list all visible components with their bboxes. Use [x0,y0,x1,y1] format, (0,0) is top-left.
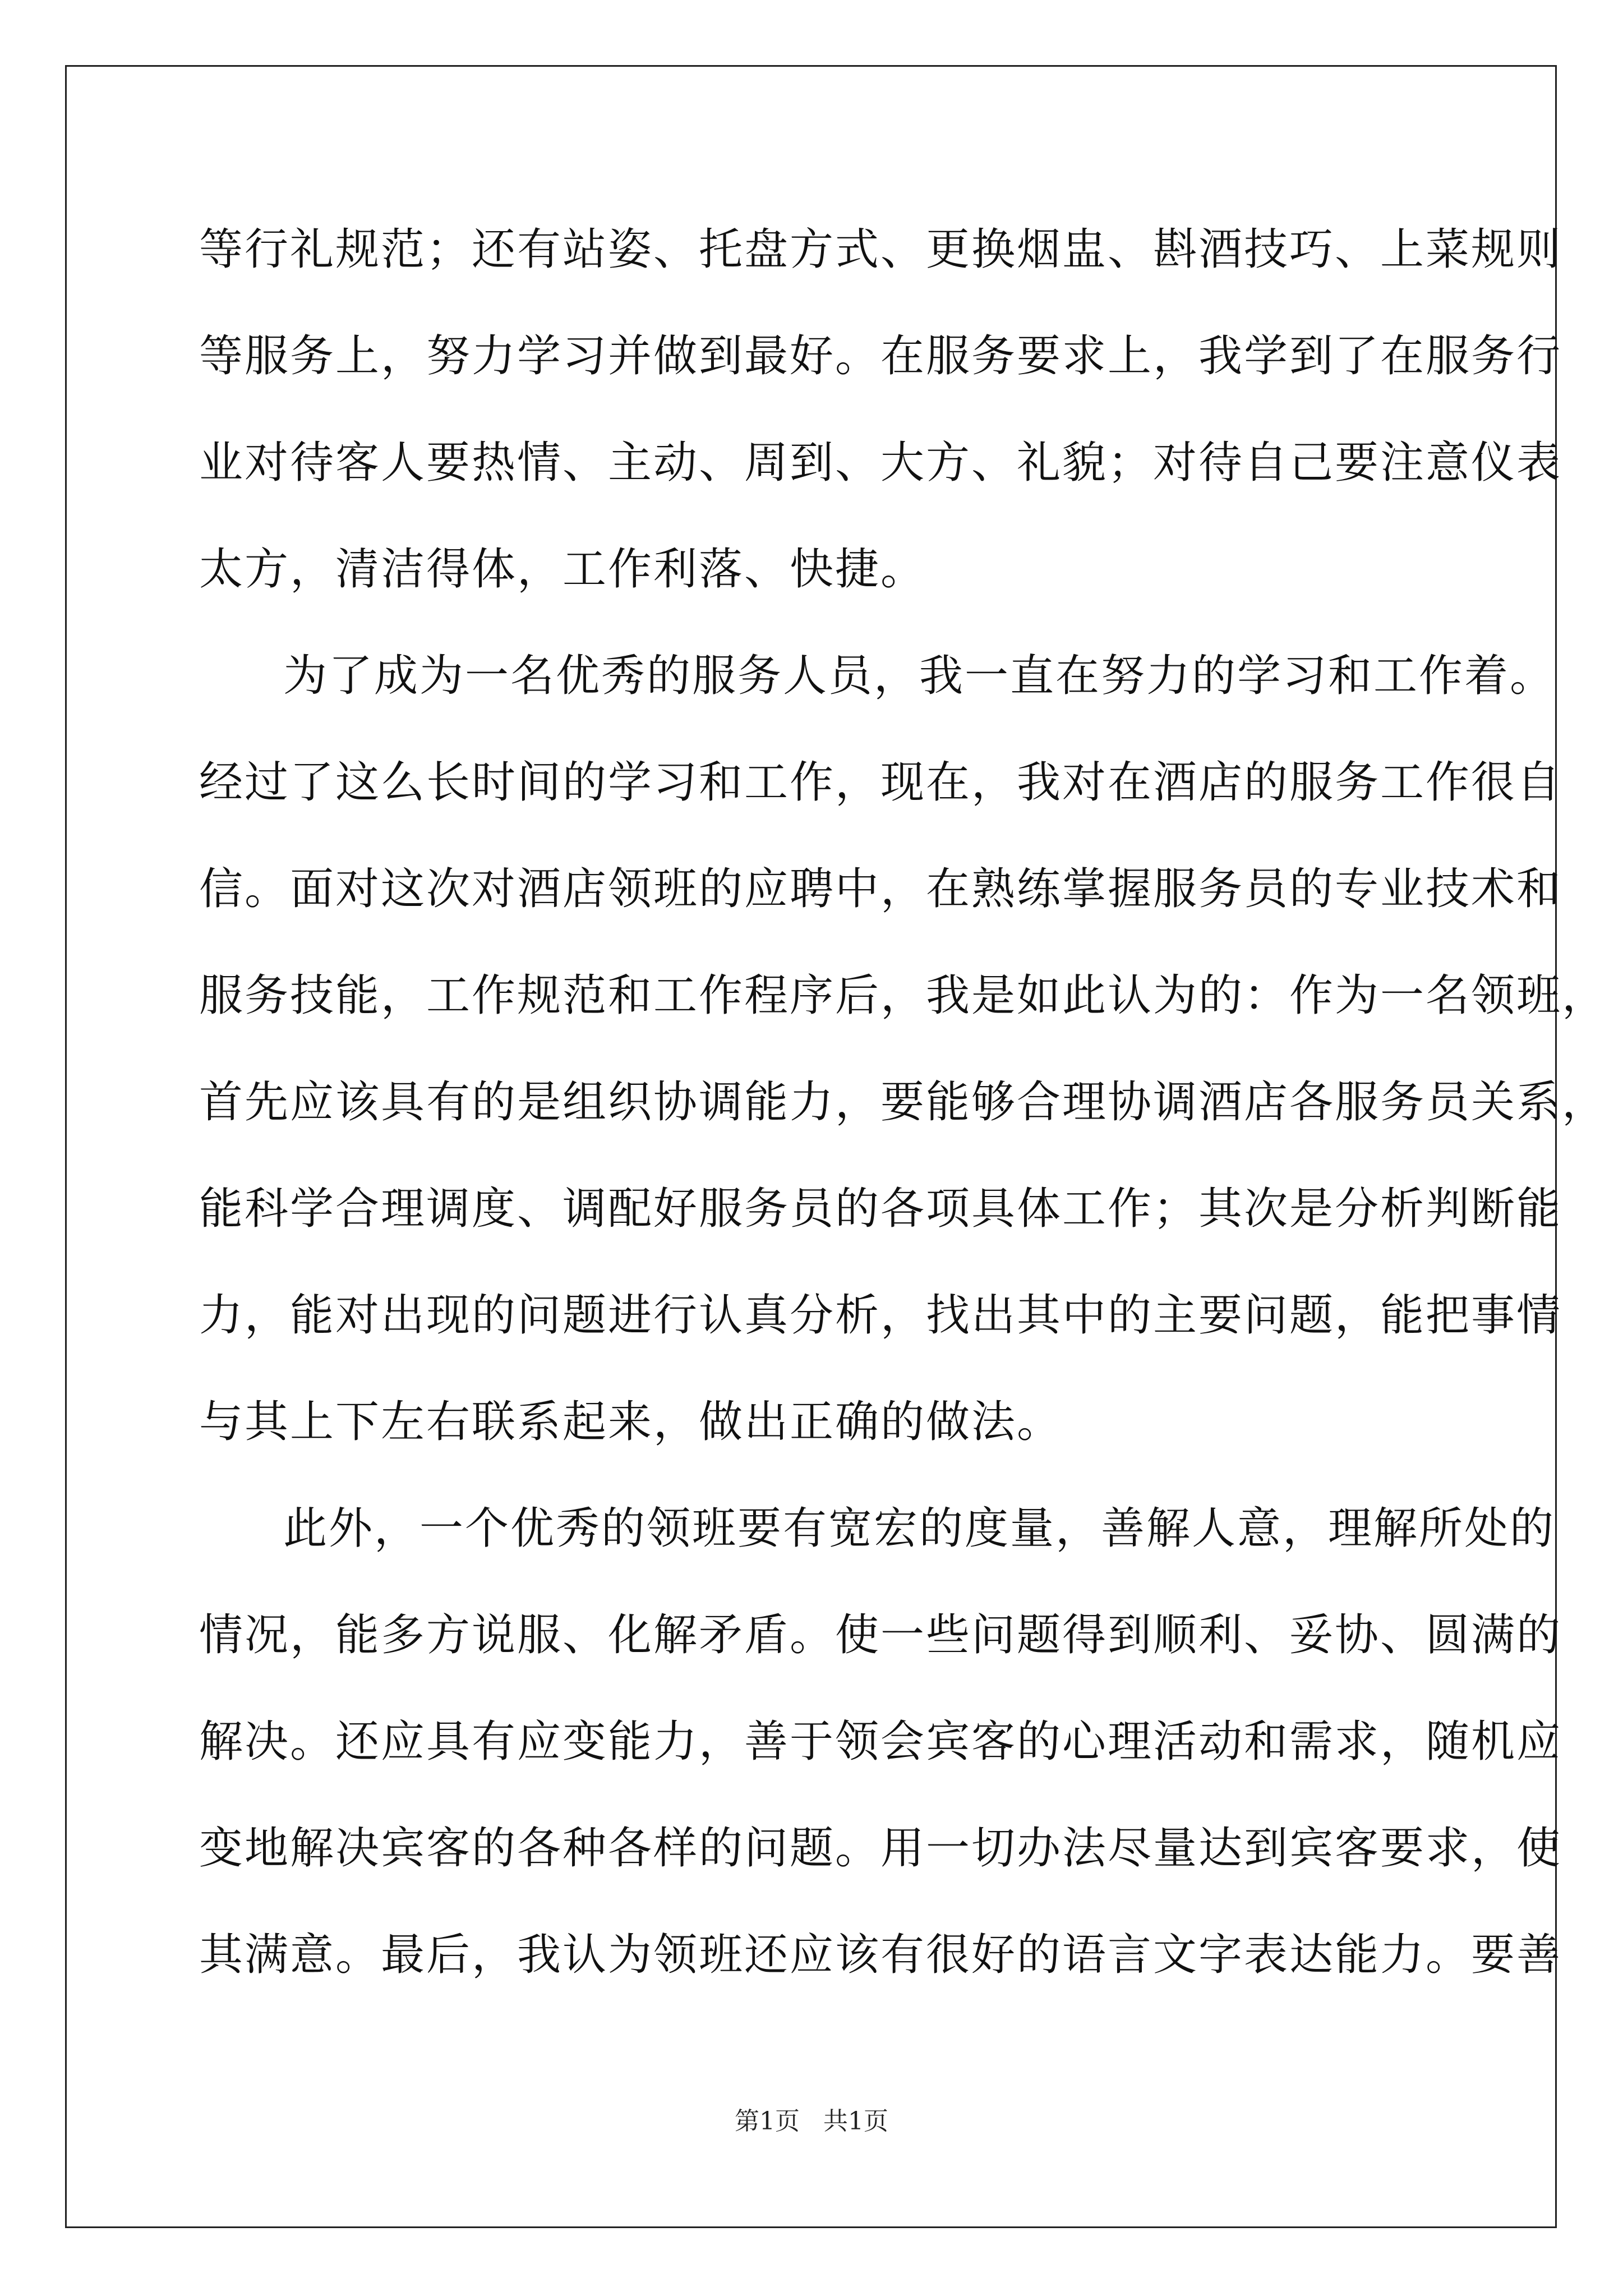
text-line: 等服务上，努力学习并做到最好。在服务要求上，我学到了在服务行 [199,331,1562,381]
text-line: 能科学合理调度、调配好服务员的各项具体工作；其次是分析判断能 [199,1184,1562,1234]
document-body [199,219,1608,2031]
text-line: 变地解决宾客的各种各样的问题。用一切办法尽量达到宾客要求，使 [199,1823,1562,1874]
text-line: 首先应该具有的是组织协调能力，要能够合理协调酒店各服务员关系， [199,1077,1608,1128]
paragraph-first-line: 为了成为一名优秀的服务人员，我一直在努力的学习和工作着。 [283,651,1556,701]
text-line: 与其上下左右联系起来，做出正确的做法。 [199,1397,1063,1447]
text-line: 经过了这么长时间的学习和工作，现在，我对在酒店的服务工作很自 [199,757,1562,808]
paragraph-first-line: 此外，一个优秀的领班要有宽宏的度量，善解人意，理解所处的 [283,1503,1556,1554]
text-line: 情况，能多方说服、化解矛盾。使一些问题得到顺利、妥协、圆满的 [199,1610,1562,1660]
text-line: 力，能对出现的问题进行认真分析，找出其中的主要问题，能把事情 [199,1290,1562,1341]
page-footer: 第1页 共1页 [735,2107,888,2136]
text-line: 信。面对这次对酒店领班的应聘中，在熟练掌握服务员的专业技术和 [199,864,1562,914]
text-line: 服务技能，工作规范和工作程序后，我是如此认为的：作为一名领班， [199,970,1608,1021]
text-line: 等行礼规范；还有站姿、托盘方式、更换烟盅、斟酒技巧、上菜规则 [199,224,1562,275]
text-line: 解决。还应具有应变能力，善于领会宾客的心理活动和需求，随机应 [199,1717,1562,1767]
text-line: 太方，清洁得体，工作利落、快捷。 [199,544,926,595]
text-line: 其满意。最后，我认为领班还应该有很好的语言文字表达能力。要善 [199,1930,1562,1980]
text-line: 业对待客人要热情、主动、周到、大方、礼貌；对待自己要注意仪表 [199,438,1562,488]
